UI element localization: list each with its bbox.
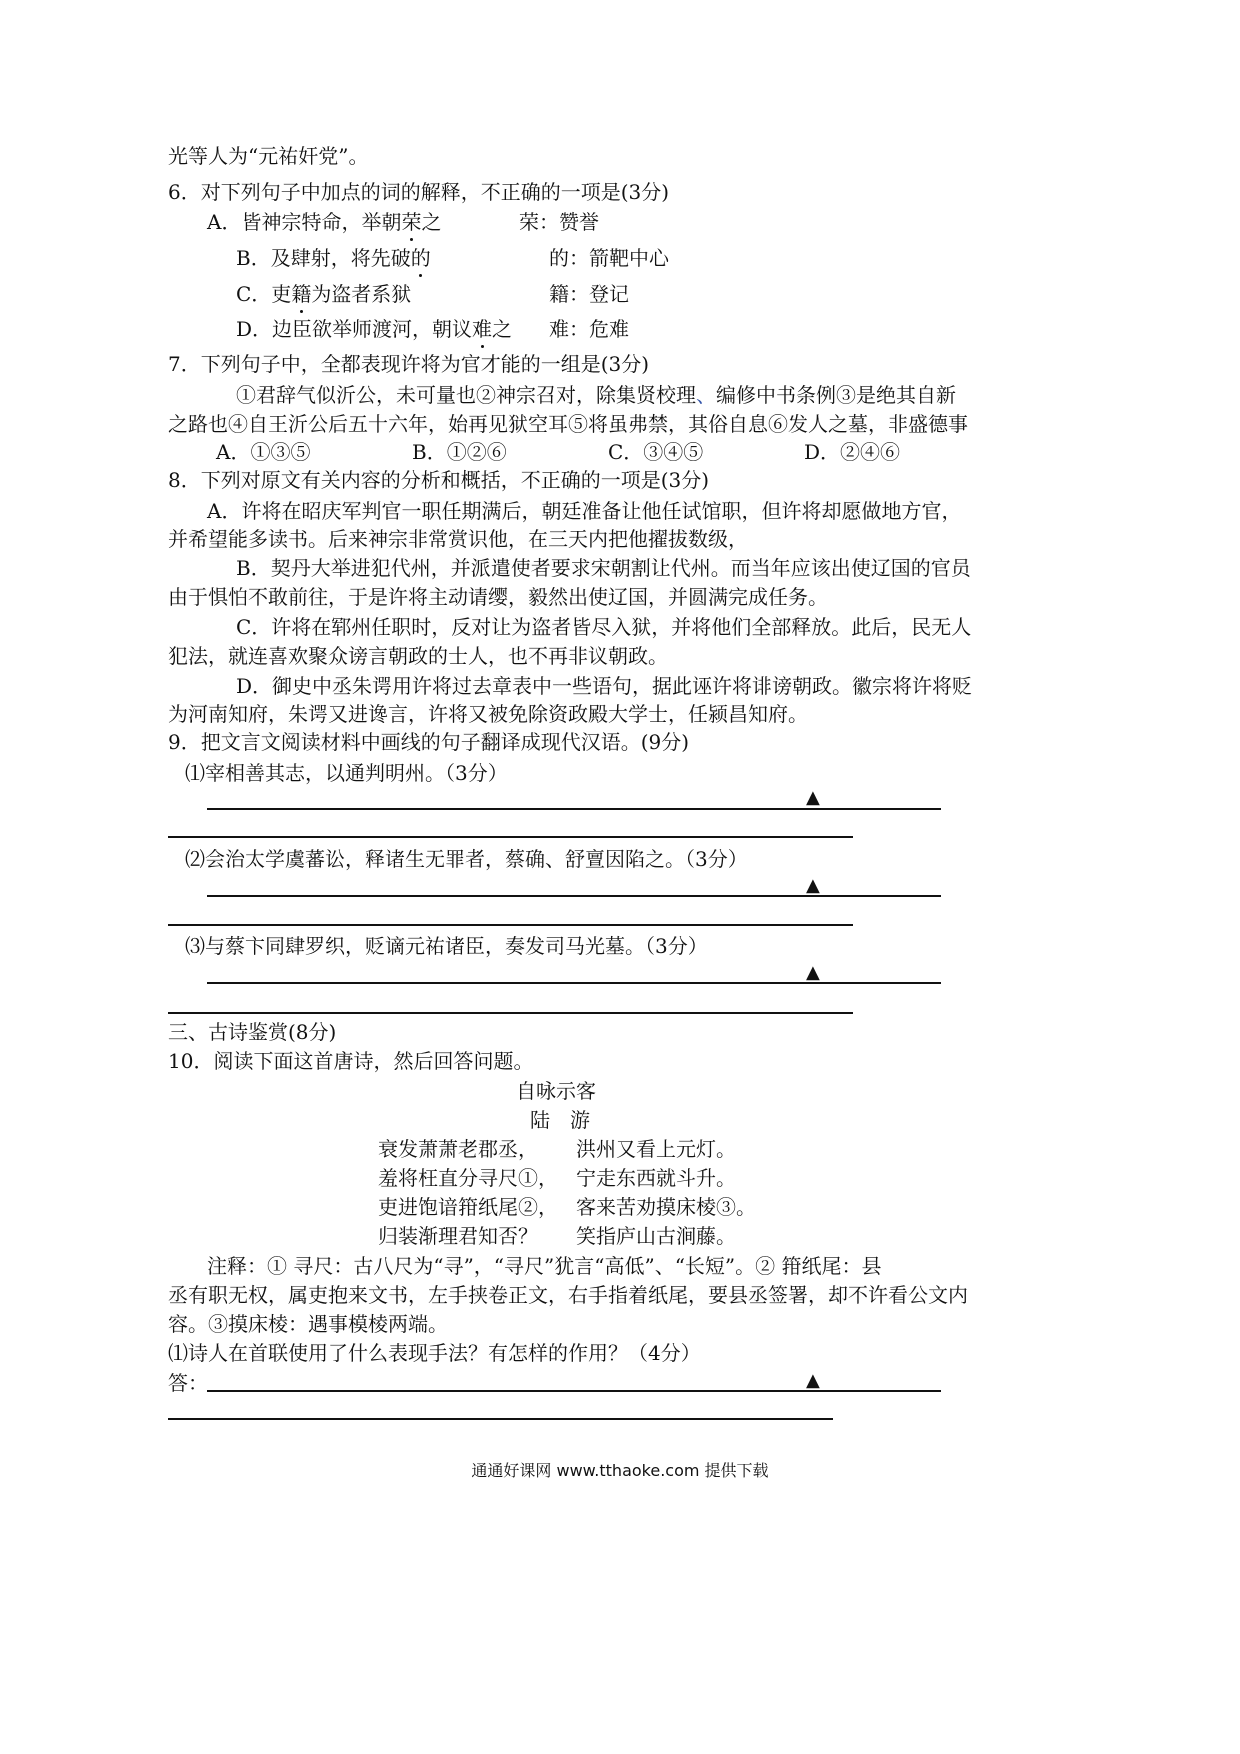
q6-gloss-a: 荣：赞誉	[519, 210, 599, 234]
answer-marker-icon: ▲	[806, 875, 820, 896]
q9-item-3: ⑶与蔡卞同肆罗织，贬谪元祐诸臣，奏发司马光墓。（3分）	[185, 934, 708, 958]
answer-line[interactable]	[168, 1418, 833, 1420]
q10-sub1: ⑴诗人在首联使用了什么表现手法？有怎样的作用？（4分）	[168, 1341, 701, 1365]
q8-option-a-line1: A．许将在昭庆军判官一职任期满后，朝廷准备让他任试馆职，但许将却愿做地方官，	[207, 499, 962, 523]
answer-line[interactable]	[168, 1012, 853, 1014]
q9-item-2: ⑵会治太学虞蕃讼，释诸生无罪者，蔡确、舒亶因陷之。（3分）	[185, 847, 748, 871]
answer-marker-icon: ▲	[806, 787, 820, 808]
q8-option-b-line2: 由于惧怕不敢前往，于是许将主动请缨，毅然出使辽国，并圆满完成任务。	[168, 585, 828, 609]
q6-gloss-d: 难：危难	[549, 317, 629, 341]
answer-line[interactable]	[207, 982, 941, 984]
poem-line-left: 羞将枉直分寻尺①，	[378, 1166, 558, 1190]
q8-option-a-line2: 并希望能多读书。后来神宗非常赏识他，在三天内把他擢拔数级，	[168, 527, 748, 551]
q7-choice-c: C．③④⑤	[608, 440, 704, 464]
answer-marker-icon: ▲	[806, 962, 820, 983]
q8-stem: 8．下列对原文有关内容的分析和概括，不正确的一项是(3分)	[168, 468, 710, 492]
q6-gloss-b: 的：箭靶中心	[549, 246, 669, 270]
q8-option-b-line1: B．契丹大举进犯代州，并派遣使者要求宋朝割让代州。而当年应该出使辽国的官员	[236, 556, 971, 580]
q7-choice-d: D．②④⑥	[804, 440, 901, 464]
q10-stem: 10．阅读下面这首唐诗，然后回答问题。	[168, 1049, 534, 1073]
answer-line[interactable]	[207, 1390, 941, 1392]
q9-item-1: ⑴宰相善其志，以通判明州。（3分）	[185, 761, 508, 785]
poem-line-left: 归装渐理君知否？	[378, 1224, 538, 1248]
q6-option-c: C．吏籍为盗者系狱	[236, 282, 412, 306]
answer-line[interactable]	[168, 924, 853, 926]
q7-items-line2: 之路也④自王沂公后五十六年，始再见狱空耳⑤将虽弗禁，其俗自息⑥发人之墓，非盛德事	[168, 412, 968, 436]
answer-line[interactable]	[168, 836, 853, 838]
q7-stem: 7．下列句子中，全都表现许将为官才能的一组是(3分)	[168, 352, 650, 376]
poem-author: 陆 游	[530, 1108, 590, 1132]
poem-line-right: 客来苦劝摸床棱③。	[576, 1195, 756, 1219]
q6-option-d: D．边臣欲举师渡河，朝议难之	[236, 317, 513, 341]
poem-line-left: 吏进饱谙箝纸尾②，	[378, 1195, 558, 1219]
q8-option-d-line2: 为河南知府，朱谔又进谗言，许将又被免除资政殿大学士，任颍昌知府。	[168, 702, 808, 726]
poem-note-line3: 容。③摸床棱：遇事模棱两端。	[168, 1312, 448, 1336]
q8-option-d-line1: D．御史中丞朱谔用许将过去章表中一些语句，据此诬许将诽谤朝政。徽宗将许将贬	[236, 674, 973, 698]
poem-title: 自咏示客	[516, 1079, 596, 1103]
poem-line-right: 宁走东西就斗升。	[576, 1166, 736, 1190]
q6-option-a: A．皆神宗特命，举朝荣之	[207, 210, 442, 234]
poem-line-right: 洪州又看上元灯。	[576, 1137, 736, 1161]
answer-line[interactable]	[207, 895, 941, 897]
intro-tail: 光等人为“元祐奸党”。	[168, 144, 369, 168]
q7-items-line1: ①君辞气似沂公，未可量也②神宗召对，除集贤校理、编修中书条例③是绝其自新	[236, 383, 956, 407]
answer-label: 答：	[168, 1371, 208, 1395]
answer-marker-icon: ▲	[806, 1370, 820, 1391]
q8-option-c-line2: 犯法，就连喜欢聚众谤言朝政的士人，也不再非议朝政。	[168, 644, 668, 668]
poem-note-line1: 注释：① 寻尺：古八尺为“寻”，“寻尺”犹言“高低”、“长短”。② 箝纸尾：县	[207, 1254, 882, 1278]
q8-option-c-line1: C．许将在郓州任职时，反对让为盗者皆尽入狱，并将他们全部释放。此后，民无人	[236, 615, 972, 639]
poem-line-right: 笑指庐山古涧藤。	[576, 1224, 736, 1248]
q7-choice-b: B．①②⑥	[412, 440, 507, 464]
q7-choice-a: A．①③⑤	[216, 440, 311, 464]
section-3-heading: 三、古诗鉴赏(8分)	[168, 1020, 337, 1044]
q6-stem: 6．对下列句子中加点的词的解释，不正确的一项是(3分)	[168, 180, 670, 204]
answer-line[interactable]	[207, 808, 941, 810]
poem-note-line2: 丞有职无权，属吏抱来文书，左手挟卷正文，右手指着纸尾，要县丞签署，却不许看公文内	[168, 1283, 968, 1307]
page-footer: 通通好课网 www.tthaoke.com 提供下载	[471, 1461, 769, 1480]
q9-stem: 9．把文言文阅读材料中画线的句子翻译成现代汉语。(9分)	[168, 730, 690, 754]
q6-option-b: B．及肆射，将先破的	[236, 246, 431, 270]
poem-line-left: 衰发萧萧老郡丞，	[378, 1137, 538, 1161]
q6-gloss-c: 籍：登记	[549, 282, 629, 306]
